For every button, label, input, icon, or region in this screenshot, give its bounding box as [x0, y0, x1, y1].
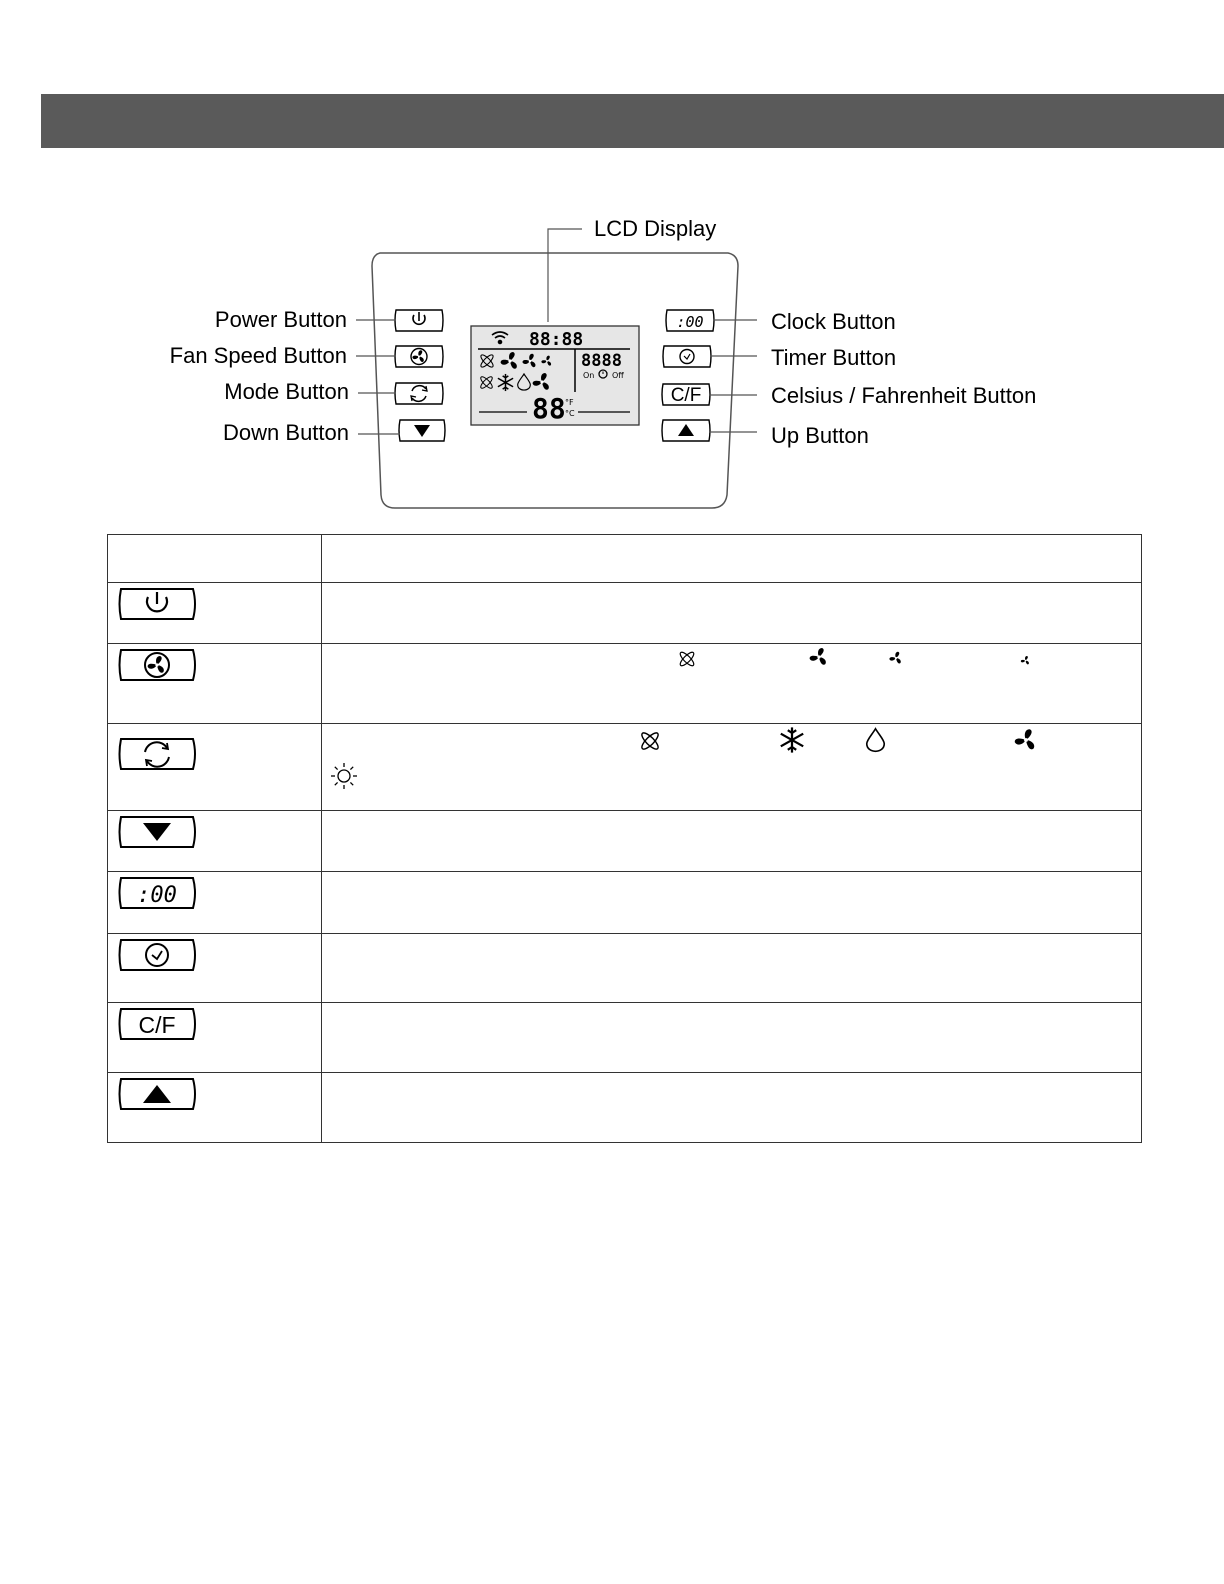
- dry-drop-icon: [862, 726, 889, 754]
- table-row: [108, 1073, 1142, 1143]
- svg-text:C/F: C/F: [138, 1012, 176, 1038]
- up-button-icon: [118, 1076, 196, 1114]
- down-button-icon: [118, 814, 196, 852]
- cool-snowflake-icon: [777, 725, 807, 755]
- lcd-unit-c: °C: [565, 409, 575, 418]
- lcd-temperature-digits: 88: [532, 392, 566, 425]
- heat-sun-icon: [330, 762, 358, 790]
- lcd-display: [471, 326, 639, 425]
- celsius-fahrenheit-button-label: Celsius / Fahrenheit Button: [771, 383, 1037, 408]
- table-row: [108, 872, 1142, 934]
- svg-text::00: :00: [676, 313, 704, 331]
- down-button-label: Down Button: [223, 420, 349, 445]
- power-button-label: Power Button: [214, 307, 347, 332]
- low-fan-icon: [1020, 655, 1031, 666]
- power-button-icon: [118, 586, 196, 624]
- timer-button-icon: [118, 937, 196, 975]
- panel-clock-button[interactable]: [666, 310, 714, 331]
- panel-timer-button[interactable]: [663, 346, 711, 367]
- table-row: [108, 934, 1142, 1003]
- button-reference-table: [107, 534, 1142, 1143]
- table-header-cell: [108, 535, 322, 583]
- panel-cf-button[interactable]: [662, 384, 710, 406]
- table-header-cell: [322, 535, 1142, 583]
- clock-button-label: Clock Button: [771, 309, 896, 334]
- table-row: [108, 811, 1142, 872]
- auto-fan-icon: [675, 647, 699, 671]
- panel-up-button[interactable]: [662, 420, 710, 441]
- lcd-unit-f: °F: [565, 398, 574, 407]
- svg-text:C/F: C/F: [670, 385, 702, 406]
- table-row: [108, 724, 1142, 811]
- cf-button-icon: [118, 1006, 196, 1044]
- table-row: [108, 583, 1142, 644]
- up-button-label: Up Button: [771, 423, 869, 448]
- panel-mode-button[interactable]: [395, 383, 443, 404]
- fan-mode-icon: [1013, 727, 1039, 753]
- fan-speed-button-icon: [118, 647, 196, 685]
- table-header-row: [108, 535, 1142, 583]
- high-fan-icon: [808, 646, 830, 668]
- panel-power-button[interactable]: [395, 310, 443, 331]
- table-row: [108, 644, 1142, 724]
- panel-down-button[interactable]: [399, 420, 445, 441]
- mode-button-label: Mode Button: [224, 379, 349, 404]
- panel-fan-speed-button[interactable]: [395, 346, 443, 367]
- table-row: [108, 1003, 1142, 1073]
- timer-button-label: Timer Button: [771, 345, 897, 370]
- control-panel-diagram: [0, 0, 1224, 530]
- lcd-clock-digits: 88:88: [529, 329, 584, 350]
- mode-button-icon: [118, 736, 196, 774]
- fan-speed-button-label: Fan Speed Button: [169, 343, 347, 368]
- lcd-timer-on: On: [583, 371, 595, 380]
- medium-fan-icon: [888, 650, 904, 666]
- auto-mode-icon: [636, 727, 664, 755]
- svg-text::00: :00: [137, 883, 177, 908]
- lcd-timer-off: Off: [612, 371, 624, 380]
- lcd-timer-digits: 8888: [581, 351, 622, 371]
- lcd-display-label: LCD Display: [594, 216, 717, 241]
- clock-button-icon: [118, 875, 196, 913]
